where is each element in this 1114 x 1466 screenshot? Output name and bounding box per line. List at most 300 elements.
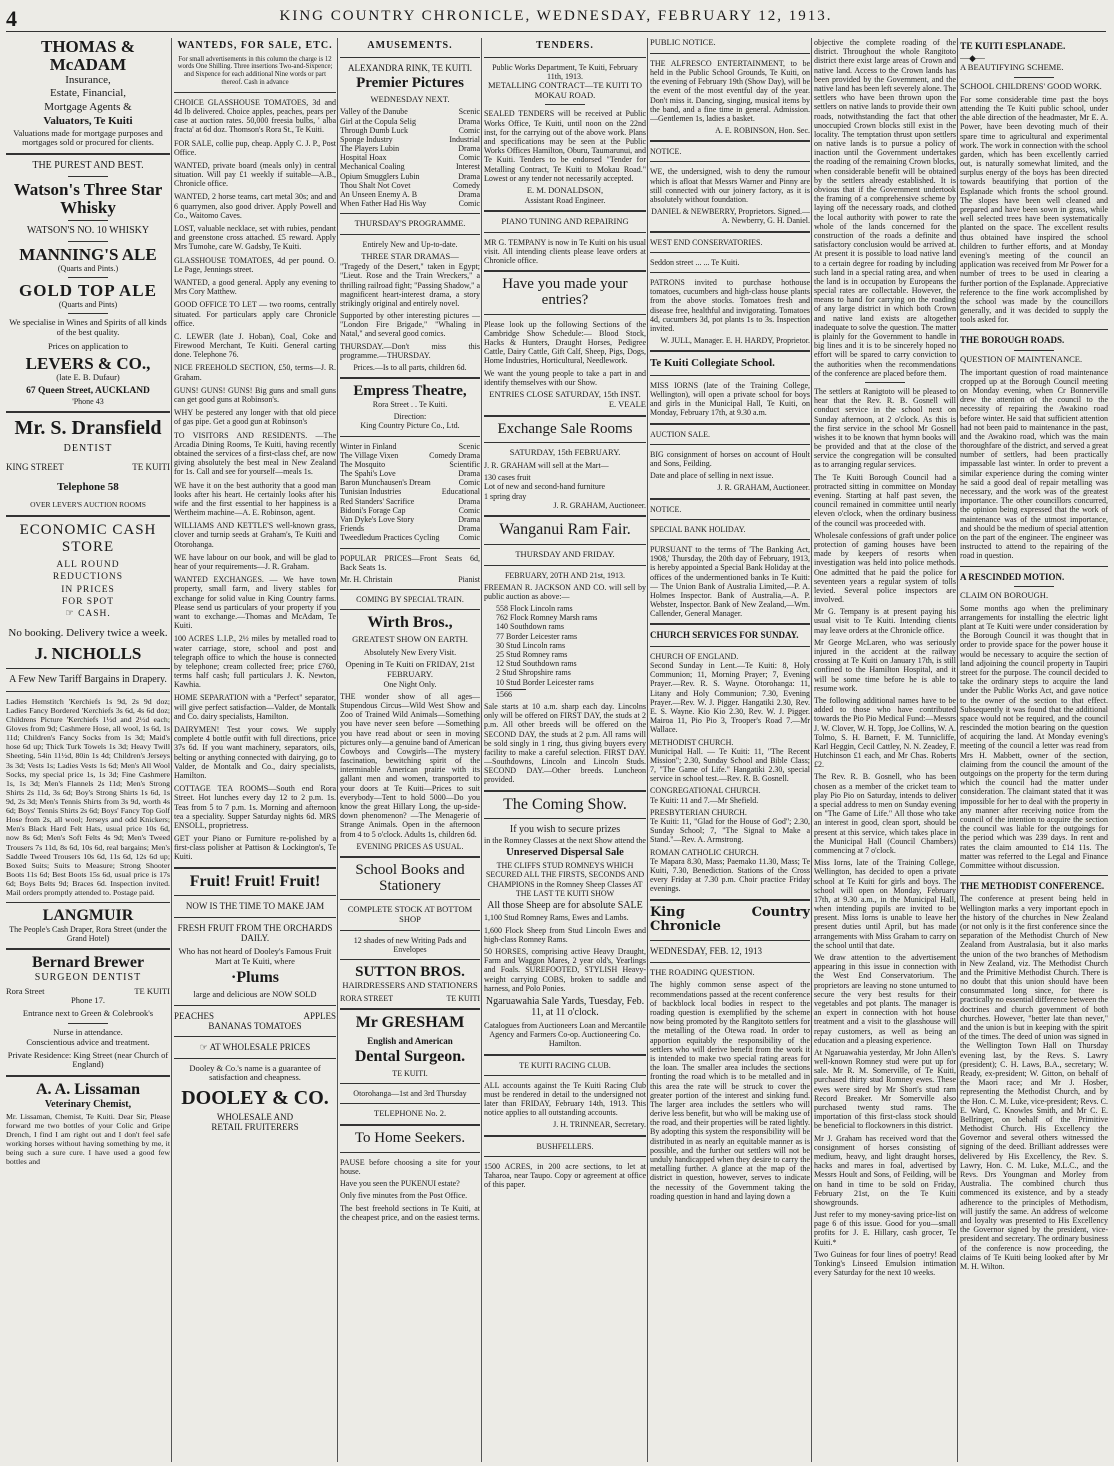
divider (174, 895, 336, 896)
piano-tuning: PIANO TUNING AND REPAIRING (501, 215, 629, 226)
classified-ad: GLASSHOUSE TOMATOES, 4d per pound. O. Le Page, Jennings street. (174, 255, 336, 274)
miss-iorns-notice: MISS IORNS (late of the Training College, Wellington), will open a private school for boys and girls in the Municipal Hall, Te Kuiti, on Monday, February 17th, at 9.30 a.m. (650, 380, 810, 418)
programme-row (340, 126, 480, 135)
ram-lot: 762 Flock Romney Marsh rams (496, 613, 598, 623)
plums-sold: large and delicious are NOW SOLD (193, 988, 317, 999)
divider (960, 566, 1108, 567)
column-divider (481, 38, 482, 1462)
classified-ad: HOME SEPARATION with a "Perfect" separator, will give perfect satisfaction—Valder, de Montalk and Co. dairy specialists, Hamilton. (174, 693, 336, 721)
daniel-newberry: DANIEL & NEWBERRY, Proprietors. Signed.—A. Newberry, G. H. Daniel. (651, 207, 810, 226)
divider (650, 231, 810, 233)
divider (340, 1008, 480, 1010)
classified-ad: GUNS! GUNS! GUNS! Big guns and small guns can get good guns at Robinson's. (174, 385, 336, 404)
programme-row (340, 107, 480, 116)
drapery-list: Ladies Hemstitch 'Kerchiefs 1s 9d, 2s 9d doz; Ladies Fancy Bordered 'Kerchiefs 3s 6d, 4s 6d doz; Childrens Picture 'Kerchiefs 1½d and 2½d each; Gloves from 9d; Cashmere Hose, all wool, 1s 6d, 1s 11d; Children's Fancy Socks from 1s 3d; Maid's hose 6d up; Thick Turk Towels 1s 3d; Heavy Twill Sheeting, 54in 11½d, 80in 1s 4d; Children's Jerseys 3s 3d; Vests 1s; Ladies Vests 1s 6d; Men's All Wool Socks, my special price 1s, 1s 3d; Fine Cashmere 1s, 1s 3d; Men's Flannels 2s 11d; Men's Strong Shirts 2s 11d, 3s 6d; Boy's Strong Shirts 1s 6d, 1s 9d, 2s 3d; Men's Tennis Shirts from 3s 9d, worth 4s 6d; Boys' Tennis Shirts 2s 6d; Boys' Fancy Top Golf Hose from 2s, all wool; Jerseys and odd Knickers; Men's Black Hard Felt Hats, usual price 10s 6d, now 8s 6d; Men's Soft Felts 4s 9d; Men's Tweed Trousers 7s 11d, 8s 6d, 10s 6d, real bargains; Men's Saddle Tweed Trousers 10s 6d, 11s 6d, 12s 6d up; Boxed Suits; Suits to Measure; Strong Shooter Boots 11s 6d; Best Boots 15s 6d, usual price is 17s 6d; Boys Belts 9d; Braces 6d. Inspection invited. Mail orders promptly attended to. Postage paid. (6, 696, 170, 898)
new-every-visit: Absolutely New Every Visit. (363, 647, 457, 657)
film-title: Hospital Hoax (340, 153, 387, 163)
wanganui-ram-fair-heading: Wanganui Ram Fair. (499, 520, 631, 538)
column-divider (171, 38, 172, 1462)
local-news-item: Just refer to my money-saving price-list on page 6 of this issue. Good for you—small profits for J. E. Hillary, cash grocer, Te Kuiti.* (814, 1210, 956, 1247)
absolute-sale: All those Sheep are for absolute SALE (487, 899, 643, 911)
nicholls-heading: J. NICHOLLS (34, 644, 142, 664)
local-news-item: Mr G. Tempany is at present paying his usual visit to Te Kuiti. Intending clients may leave orders at the Chronicle office. (814, 607, 956, 635)
graham-signature: J. R. GRAHAM, Auctioneer. (717, 483, 810, 493)
divider (484, 1135, 646, 1137)
evening-prices: EVENING PRICES AS USUAL. (356, 841, 464, 851)
programme-row (340, 190, 480, 199)
veterinary-chemist: Veterinary Chemist, (44, 1098, 132, 1110)
film-genre: Drama (458, 171, 480, 181)
divider (68, 220, 108, 221)
catholic-church: ROMAN CATHOLIC CHURCH. (650, 847, 759, 857)
classified-ad: LOST, valuable necklace, set with rubies, pendant and greenstone cross attached. £5 reward. Apply Mrs Tumohe, care W. Gadsby, Te Kuiti. (174, 224, 336, 252)
thomas-mcadam-heading: THOMAS & McADAM (41, 38, 135, 74)
sutton-bros-heading: SUTTON BROS. (355, 964, 465, 981)
rink-prices: Prices.—Is to all parts, children 6d. (353, 363, 467, 373)
ngaruawahia-sale: Ngaruawahia Sale Yards, Tuesday, Feb. 11, at 11 o'clock. (485, 995, 645, 1019)
greatest-show: GREATEST SHOW ON EARTH. (352, 634, 468, 645)
divider (6, 691, 170, 692)
local-news-item: At Ngaruawahia yesterday, Mr John Allen's well-known Romney stud were put up for sale. Mr R. M. Somerville, of Te Kuiti, purchased thirty stud Romney ewes. These ewes were sired by Mr Short's stud ram Record Breaker. Mr Somerville also purchased twenty stud rams. The importation of this first-class stock should be beneficial to flockowners in this district. (814, 1047, 956, 1131)
otorohanga-days: Otorohanga—1st and 3rd Thursday (353, 1089, 467, 1099)
ornament-icon: —◆— (960, 52, 985, 63)
page-number: 4 (6, 6, 17, 31)
divider (650, 444, 810, 445)
programme-row (340, 515, 480, 524)
programme-row (340, 162, 480, 171)
dooley-heading: DOOLEY & CO. (181, 1087, 329, 1110)
divider (484, 314, 646, 315)
cliffs-stud: THE CLIFFS STUD ROMNEYS WHICH SECURED ALL THE FIRSTS, SECONDS AND CHAMPIONS in the Romney Sheep Classes AT THE LAST TE KUITI SHOW (485, 861, 645, 898)
divider (340, 1152, 480, 1153)
film-genre: Drama (458, 496, 480, 506)
empress-theatre-heading: Empress Theatre, (353, 383, 467, 400)
film-genre: Comic (458, 199, 480, 209)
programme-row (340, 135, 480, 144)
classified-ad: WILLIAMS AND KETTLE'S well-known grass, clover and turnip seeds at Graham's, Te Kuiti and Otorohanga. (174, 521, 336, 549)
divider (68, 313, 108, 314)
metalling-contract: METALLING CONTRACT—TE KUITI TO MOKAU ROAD. (487, 79, 643, 100)
empress-programme (340, 442, 480, 543)
divider (650, 646, 810, 647)
film-title: Sponge Industry (340, 134, 393, 144)
classified-ad: COTTAGE TEA ROOMS—South end Rora Street. Hot lunches every day 12 to 2 p.m. 1s. Teas from 5 to 7 p.m. 1s. Morning and afternoon tea a speciality. Supper Saturday nights 6d. MRS ENSOLL, proprietress. (174, 784, 336, 830)
column-2 (174, 38, 336, 1462)
ram-lot: 2 Stud Shropshire rams (496, 668, 571, 678)
complete-stock: COMPLETE STOCK AT BOTTOM SHOP (347, 904, 473, 925)
film-genre: Drama (458, 515, 480, 525)
film-genre: Comic (458, 153, 480, 163)
divider (340, 1083, 480, 1084)
classified-ad: WANTED, 2 horse teams, cart metal 30s; and and 6 quarrymen, also good driver. Apply Powell and Co., Waitomo Caves. (174, 192, 336, 220)
column-5 (650, 38, 810, 1462)
divider (960, 875, 1108, 876)
divider (650, 350, 810, 352)
rams-list (484, 604, 646, 699)
local-news-item: The Te Kuiti Borough Council had a protracted sitting in committee on Monday evening. Starting at half past seven, the council remained in committee until nearly eleven o'clock, when the ordinary business of the council was proceeded with. (814, 472, 956, 528)
wines-specialise: We specialise in Wines and Spirits of all kinds of the best quality. (9, 316, 167, 337)
pukenui-estate: Have you seen the PUKENUI estate? (340, 1179, 460, 1189)
film-genre: Educational (441, 487, 480, 497)
purest-tagline: THE PUREST AND BEST. (32, 160, 144, 172)
divider (650, 498, 810, 500)
methodist-conference-article: The conference at present being held in Wellington marks a very important epoch in the history of the churches in New Zealand (or not only is it the first conference since the separation of the Methodist Church of New Zealand from Australasia, but it also marks the union of the two branches of Methodism in New Zealand, viz. The Methodist Church and the Primitive Methodist Church. There is no doubt that this union should have been consummated long since, for there is practically no essential difference between the doctrines and church government of both churches. However, "better late than never," and the union is but in keeping with the spirit of the times. The deed of union was signed in the Wellington Town Hall on Thursday evening last, by the Revs. S. Lawry (president); C. H. Laws, B.A., secretary; W. Ready, ex-president; W. Gitton, on behalf of the Maori race; and Mr J. Hosber, representing the Methodist Church, and by the Hon. C. M. Luke, vice-president; Revs. C. E. Ward, C. Knowles Smith, and Mr C. E. Bellringer, on behalf of the Primitive Methodist Church. His Excellency the Governor and several others witnessed the signing of the deed. Brilliant addresses were delivered by His Excellency, the Rev. S. Lawry, Hon. C. M. Luke, M.L.C., and the Revs. Drs Youngman and Morley from Australia. The combined church thus commenced its existence, and by a steady adherence to the principles of Methodism, will justify the same. An address of welcome and loyalty was presented to His Excellency the Governor signed by the president, vice-president and secretary. The ordinary business of the conference is now proceeding, the claims of Te Kuiti being looked after by Mr M. H. Wilton. (960, 894, 1108, 1271)
divider (6, 948, 170, 950)
donaldson-name: E. M. DONALDSON, (526, 184, 604, 195)
divider (650, 519, 810, 520)
divider (650, 252, 810, 253)
testimonial-letter: Mr. Lissaman, Chemist, Te Kuiti. Dear Sir, Please forward me two bottles of your Colic and Gripe Drench, I find I am right out and I don't feel safe working horses without having something by me, it being such a sure cure. I have used a good few bottles and (6, 1112, 170, 1167)
valuations-note: Valuations made for mortgage purposes and mortgages sold or procured for clients. (13, 127, 163, 148)
film-title: Opium Smugglers Lubin (340, 171, 420, 181)
divider (68, 176, 108, 177)
film-title: Tunisian Industries (340, 487, 402, 497)
divider (484, 1075, 646, 1076)
film-genre: Scientific (449, 459, 480, 469)
rescinded-article: Some months ago when the preliminary arrangements for installing the electric light plant at Te Kuiti were under consideration by the Borough Council it was thought that in order to provide space for the power house it would be necessary to acquire the section of land adjoining the council property in Taupiri street for the purpose. The council decided to take the ordinary steps to acquire the land under the Public Works Act, and gave notice to the owner of the section to that effect. Subsequently it was found that the additional space would not be required, and the council rescinded the motion bearing on the question of acquiring the land. At Monday evening's meeting of the council a letter was read from Mrs H. Mabbett, owner of the section, claiming from the council the amount of the outgoings on the property for the term during which the council had the matter under consideration. The claimant stated that it was impossible for her to deal with the property in any manner after receiving notice from the council of the intention to acquire the section the council was liable for the outgoings for the period which was 239 days. In rent and rates the claim amounted to £14 11s. The matter was referred to the Legal and Finance Committee without discussion. (960, 603, 1108, 870)
street-label: KING STREET (6, 462, 64, 473)
brewer-phone: Phone 17. (71, 995, 105, 1006)
gresham-heading: Mr GRESHAM (355, 1014, 465, 1032)
presbyterian-church: PRESBYTERIAN CHURCH. (650, 807, 747, 817)
film-genre: Comedy Drama (429, 450, 480, 460)
opening-date: Opening in Te Kuiti on FRIDAY, 21st FEBRUARY. (345, 659, 475, 679)
gresham-telephone: TELEPHONE No. 2. (373, 1108, 447, 1119)
bushfellers-acres: 1500 ACRES, in 200 acre sections, to let at Taharoa, near Taupo. Copy or agreement at office of this paper. (484, 1161, 646, 1190)
english-american: English and American (367, 1035, 453, 1046)
programme-row (340, 469, 480, 478)
film-genre: Drama (458, 190, 480, 200)
divider (340, 856, 480, 858)
divider (650, 539, 810, 540)
divider (340, 234, 480, 235)
home-seekers-heading: To Home Seekers. (354, 1130, 466, 1147)
dentist-label: DENTIST (63, 442, 113, 454)
claim-subheading: CLAIM ON BOROUGH. (960, 589, 1049, 600)
divider (174, 1005, 336, 1006)
reductions-line: ALL ROUND (56, 560, 120, 571)
divider (484, 442, 646, 443)
sutton-address (340, 994, 480, 1003)
watsons-no10: WATSON'S NO. 10 WHISKY (26, 225, 150, 237)
roading-editorial: The highly common sense aspect of the recommendations passed at the recent conference of backblock local bodies in respect to the roading question is exemplified by the scheme now being promoted by the Rangitoto settlers for the metalling of the Otewa road. In order to apportion equitably the responsibility of the settlers who will derive benefit from the work it is intended to make two special rating areas for the loan. The smaller area includes the sections fronting the road which is to be metalled and in this area the rate will be struck to cover the greater portion of the interest and sinking fund. The larger area includes the settlers who will derive less benefit, but who will be making use of the road, and their properties will be rated lightly. By adopting this system the responsibility will be distributed in as nearly an equitable manner as is possible, and the further out settlers will not be unduly handicapped when they desire to carry the metalling further. A glance at the map of the district in question, however, serves to indicate the necessity of the Government taking the roading question in hand and laying down a (650, 980, 810, 1201)
tempany-notice: MR G. TEMPANY is now in Te Kuiti on his usual visit. All intending clients please leave orders at Chronicle office. (484, 237, 646, 265)
divider (68, 277, 108, 278)
catholic-services: Te Mapara 8.30, Mass; Paemako 11.30, Mass; Te Kuiti, 7.30, Benediction. Stations of the Cross every Friday at 7.30 p.m. Choir practice Friday evenings. (650, 856, 810, 894)
service-line: Insurance, (65, 73, 111, 86)
freeman-jackson: FREEMAN R. JACKSON AND CO. will sell by public auction as above:— (484, 582, 646, 601)
film-title: When Father Had His Way (340, 199, 427, 209)
mart-item: Lot of new and second-hand furniture (484, 482, 606, 492)
programme-row (340, 153, 480, 162)
show-schedule: Please look up the following Sections of the Cambridge Show Schedule:— Blood Stock, Hacks & Hunters, Draught Horses, Pedigree Cattle, Dairy Cattle, Gift Calf, Sheep, Pigs, Dogs, Home Industries, Horticultural, Needlework. (484, 319, 646, 366)
collegiate-heading: Te Kuiti Collegiate School. (650, 357, 775, 370)
saturday-date: SATURDAY, 15th FEBRUARY. (509, 447, 621, 458)
programme-row (340, 506, 480, 515)
film-genre: Drama (458, 116, 480, 126)
entries-close: ENTRIES CLOSE SATURDAY, 15th INST. (489, 389, 641, 399)
reductions-list (6, 559, 170, 621)
brewer-heading: Bernard Brewer (31, 954, 145, 972)
ram-lot: 12 Stud Southdown rams (496, 659, 577, 669)
local-news-item: Mr George McLaren, who was seriously injured in the accident at the railway crossing at Te Kuiti on January 17th, is still confined to the Hamilton Hospital, and it will be some time before he is able to resume work. (814, 637, 956, 693)
divider (340, 589, 480, 590)
dramas-description: "Tragedy of the Desert," taken in Egypt; "Lieut. Rose and the Train Wreckers," a thrilling railroad fight; "Passing Shadow," a magnificent heart-interest drama, a story strikingly original and entirely novel. (340, 262, 480, 308)
fresh-fruit: FRESH FRUIT FROM THE ORCHARDS DAILY. (177, 922, 333, 944)
divider (6, 668, 170, 669)
alfresco-notice: THE ALFRESCO ENTERTAINMENT, to be held in the Public School Grounds, Te Kuiti, on the evening of February 19th (Show Day), will be the event of the most eventful day of the year. Don't miss it. Dancing, singing, musical items by the band, and a fine time in general. Admission.—Gentlemen 1s, ladies a basket. (650, 58, 810, 123)
town-label: TE KUITI (132, 462, 170, 473)
supported-pictures: Supported by other interesting pictures — "London Fire Brigade," "Whaling in Natal," and several good comics. (340, 311, 480, 339)
newspaper-title: KING COUNTRY CHRONICLE, WEDNESDAY, FEBRUARY 12, 1913. (279, 8, 833, 24)
congregational-services: Te Kuiti: 11 and 7.—Mr Shefield. (650, 795, 759, 805)
local-news-item: Mr J. Graham has received word that the consignment of horses consisting of medium, heavy, and light draught horses, hacks and mares in foal, advertised by Messrs Hoult and Sons, of Feilding, will be on hand in time to be sold on Friday, February 21st, on the Te Kuiti showgrounds. (814, 1133, 956, 1207)
service-line: Estate, Financial, (49, 87, 127, 100)
film-genre: Drama (458, 469, 480, 479)
pw-office: Public Works Department, Te Kuiti, February 11th, 1913. (492, 62, 638, 81)
film-genre: Comedy (452, 180, 480, 190)
beautifying-subheading: A BEAUTIFYING SCHEME. (960, 62, 1064, 73)
picture-company: King Country Picture Co., Ltd. (360, 421, 460, 431)
reductions-line: IN PRICES (61, 584, 115, 595)
racing-accounts: ALL accounts against the Te Kuiti Racing Club must be rendered in detail to the undersigned not later than FRIDAY, February 14th, 1913. This notice applies to all outstanding accounts. (484, 1080, 646, 1118)
borough-roads-heading: THE BOROUGH ROADS. (960, 335, 1065, 346)
programme-row (340, 144, 480, 153)
reductions-line: FOR SPOT (61, 597, 115, 608)
alexandra-rink: ALEXANDRA RINK, TE KUITI. (347, 62, 473, 73)
horses-lot: 50 HORSES, comprising active Heavy Draught, Farm and Waggon Mares, 2 year old's, Yearlings and Foals. SUREFOOTED, STYLISH Heavy-weight carrying COBS, broken to saddle and harness, and Polo Ponies. (484, 947, 646, 993)
dransfield-heading: Mr. S. Dransfield (14, 416, 162, 439)
stud-romney: 1,100 Stud Romney Rams, Ewes and Lambs. (484, 913, 629, 923)
langmuir-sub: The People's Cash Draper, Rora Street (under the Grand Hotel) (9, 925, 167, 944)
langmuir-heading: LANGMUIR (42, 907, 134, 925)
column-1 (6, 38, 170, 1462)
wholesale-prices: ☞ AT WHOLESALE PRICES (199, 1042, 311, 1053)
classified-ad: FOR SALE, collie pup, cheap. Apply C. J. P., Post Office. (174, 138, 336, 157)
esplanade-article: For some considerable time past the boys attending the Te Kuiti public school, under the able direction of the headmaster, Mr E. A. Power, have been devoting much of their spare time to agricultural and experimental work. The work in connection with the school garden, which has been excellently carried out, is naturally somewhat limited, and the surplus energy of the boys has been directed towards beautifying that portion of the Esplanade which fronts the school ground. The slopes have been well cleaned and prepared and have been sown in grass, while well selected trees have been systematically planted on the space. The excellent results thus obtained have inspired the school children to further efforts, and at Monday evening's meeting of the council an application was received from Mr Power for a number of trees to be used in clearing a further portion of the Esplanade. Appreciative reference to the fine work accomplished by the school was made by the councillors generally, and it was decided to supply the tools asked for. (960, 94, 1108, 325)
special-train: COMING BY SPECIAL TRAIN. (356, 595, 464, 605)
film-genre: Scenic (458, 107, 480, 117)
local-news-item: The following additional names have to be added to those who have contributed towards the Pio Pio Medical Fund:—Messrs J. W. Clover, W. H. Topp, Joe Collins, W. A. Tolmo, S. H. Barnett, F. M. Tunnicliffe, Karl Heggin, Cecil Cattley, N. N. Zeadey, F. Hutchinson £1 each, and Mr Chas. Roberts £2. (814, 695, 956, 770)
public-notice-heading: PUBLIC NOTICE. (650, 38, 716, 47)
retail-fruiterers: RETAIL FRUITERERS (211, 1122, 299, 1133)
divider (484, 1156, 646, 1157)
film-title: Thou Shalt Not Covet (340, 180, 411, 190)
classified-ad: WHY be pestered any longer with that old piece of gas pipe. Get a good gun at Robinson's (174, 408, 336, 427)
dooley-guarantee: Dooley & Co.'s name is a guarantee of satisfaction and cheapness. (189, 1062, 321, 1083)
school-children-subheading: SCHOOL CHILDRENS' GOOD WORK. (960, 81, 1102, 92)
tariff-bargains: A Few New Tariff Bargains in Drapery. (9, 674, 167, 686)
divider (174, 92, 336, 93)
divider (484, 790, 646, 792)
divider (484, 818, 646, 819)
conservatories-heading: WEST END CONSERVATORIES. (650, 237, 763, 247)
one-night-only: One Night Only. (383, 679, 437, 689)
roading-question-heading: THE ROADING QUESTION. (650, 966, 755, 977)
divider (484, 232, 646, 233)
fruit-heading: Fruit! Fruit! Fruit! (189, 872, 321, 890)
divider (1014, 77, 1054, 78)
entries-heading: Have you made your entries? (502, 276, 628, 308)
ram-lot: 25 Stud Romney rams (496, 650, 568, 660)
chronicle-nameplate: King Country Chronicle (650, 904, 810, 935)
divider (174, 867, 336, 869)
town-label: TE KUITI (134, 985, 170, 996)
methodist-services: Municipal Hall. — Te Kuiti: 11, "The Recent Mission"; 2.30, Sunday School and Bible Class; 7, "The Game of Life." Hangatiki 2.30, special service in school test.—Rev. R. B. Gosnell. (650, 746, 810, 784)
classified-ad: GOOD OFFICE TO LET — two rooms, centrally situated. For particulars apply care Chronicle office. (174, 300, 336, 328)
divider (545, 104, 585, 105)
levers-address: 67 Queen Street, AUCKLAND (26, 385, 150, 396)
thomas-mcadam-services (6, 74, 170, 129)
divider (650, 899, 810, 901)
divider (650, 53, 810, 54)
bushfellers: BUSHFELLERS. (536, 1141, 594, 1151)
film-title: An Unseen Enemy A. B (340, 190, 418, 200)
divider (340, 930, 480, 931)
brewer-entrance: Entrance next to Green & Colebrook's (22, 1008, 154, 1019)
robinson-signature: A. E. ROBINSON, Hon. Sec. (715, 126, 810, 136)
pianist-label: Pianist (458, 574, 480, 584)
apples-label: APPLES (303, 1010, 336, 1021)
premier-pictures-heading: Premier Pictures (356, 74, 464, 91)
exchange-sale-heading: Exchange Sale Rooms (497, 420, 633, 437)
divider (484, 415, 646, 417)
film-title: Valley of the Danube (340, 107, 408, 117)
divider (340, 548, 480, 549)
divider (484, 565, 646, 566)
notice-heading: NOTICE. (650, 504, 682, 514)
divider (340, 213, 480, 214)
town-label: TE KUITI (446, 993, 480, 1003)
wednesday-next: WEDNESDAY NEXT. (370, 93, 450, 104)
coe-services: Second Sunday in Lent.—Te Kuiti: 8, Holy Communion; 11, Morning Prayer; 7, Evening Prayer.—Rev. R. S. Wayne. Otorohanga: 11, Litany and Holy Communion; 7.30, Evening Prayer.—Rev. W. J. Pigger. Hangatiki 2.30, Rev. E. S. Wayne. Kio Kio 2.30, Rev. W. J. Pigger. Mairoa 11, Pio Pio 3, Trooper's Road 7.—Mr Wallace. (650, 661, 810, 735)
maintenance-subheading: QUESTION OF MAINTENANCE. (960, 353, 1083, 364)
divider (865, 382, 905, 383)
sale-details: Sale starts at 10 a.m. sharp each day. Lincolns only will be offered on FIRST DAY, the studs at 2 p.m. All other breeds will be offered on the SECOND DAY, the studs at 2 p.m. All rams will be sold singly in 1 ring, thus giving buyers every facility to make a careful selection. FIRST DAY.—Southdowns, Lincoln and Lincoln Studs. SECOND DAY.—Other breeds. Luncheon provided. (484, 701, 646, 785)
watsons-whisky-heading: Watson's Three Star Whisky (13, 179, 163, 217)
film-title: Through Dumb Luck (340, 125, 408, 135)
nurse-attendance: Nurse in attendance. (53, 1026, 123, 1037)
divider (6, 902, 170, 903)
bananas-tomatoes: BANANAS TOMATOES (208, 1020, 302, 1031)
thursday-programme: THURSDAY'S PROGRAMME. (354, 218, 466, 229)
hardy-signature: W. JULL, Manager. E. H. HARDY, Proprietor. (660, 336, 810, 346)
film-title: Van Dyke's Love Story (340, 515, 415, 525)
local-news-item: Wholesale confessions of graft under police protection of gaming houses have been made by keepers of resorts when investigation was held into police methods. One admitted that he paid the police for seventeen years a regular system of tolls levied. Several police inspectors are involved. (814, 530, 956, 605)
gold-top-sub: (Quarts and Pints) (58, 299, 118, 309)
methodist-church: METHODIST CHURCH. (650, 737, 734, 747)
peaches-apples (174, 1011, 336, 1021)
esplanade-heading: TE KUITI ESPLANADE. (960, 42, 1066, 52)
no-booking: No booking. Delivery twice a week. (8, 626, 168, 639)
classified-ad: NICE FREEHOLD SECTION, £50, terms—J. R. Graham. (174, 363, 336, 382)
divider (340, 899, 480, 900)
divider (340, 377, 480, 379)
methodist-conference-heading: THE METHODIST CONFERENCE. (960, 881, 1105, 892)
sealed-tenders: SEALED TENDERS will be received at Public Works Office, Te Kuiti, until noon on the 22nd inst, for the carrying out of the above work. Plans and specifications may be seen at the Public Works Offices Hamilton, Oburu, Taumarunui, and Te Kuiti. Tenders to be endorsed "Tender for Metalling Contract, Te Kuiti to Mokau Road." Lowest or any tender not necessarily accepted. (484, 109, 646, 183)
flock-sheep: 1,600 Flock Sheep from Stud Lincoln Ewes and high-class Romney Rams. (484, 925, 646, 944)
film-title: Winter in Finland (340, 441, 397, 451)
ram-lot: 140 Southdown rams (496, 622, 564, 632)
programme-row (340, 451, 480, 460)
lissaman-heading: A. A. Lissaman (35, 1081, 141, 1099)
borough-roads-article: The important question of road maintenance cropped up at the Borough Council meeting on Monday evening, when Cr Bonnerville drew the attention of the council to the necessity of repairing the Awakino road before winter. He said that sufficient attention had not been paid to maintenance in the past, and the Awakino road, which was the main thoroughfare of the district, and served a great number of settlers, had been practically impassable last winter. In order to prevent a similar experience during the coming winter he said a good deal of repair metalling was necessary, and the work was of the greatest importance. The other councillors concurred, the opinion being expressed that the work of maintenance was of the utmost importance, and should be the medium of special attention on the part of the engineer. The engineer was instructed to attend to the repairing of the road in question. (960, 367, 1108, 561)
divider (6, 153, 170, 155)
catalogues: Catalogues from Auctioneers Loan and Mercantile Agency and Farmers Co-op. Auctioneering Co. Hamilton. (484, 1020, 646, 1049)
divider (6, 1075, 170, 1077)
film-title: Baron Munchausen's Dream (340, 478, 431, 488)
date-place: Date and place of selling in next issue. (650, 471, 774, 481)
film-title: Bidoni's Forage Cap (340, 505, 406, 515)
divider (484, 57, 646, 58)
graham-auctioneer: J. R. GRAHAM, Auctioneer. (553, 500, 646, 510)
school-books-heading: School Books and Stationery (355, 861, 465, 894)
divider (68, 1023, 108, 1024)
levers-heading: LEVERS & CO., (25, 354, 151, 374)
ram-lot: 30 Stud Lincoln rams (496, 640, 566, 650)
divider (1014, 350, 1054, 351)
classified-ad: TO VISITORS AND RESIDENTS. —The Arcadia Dining Rooms, Te Kuiti, having recently obtained the services of a first-class chef, are now giving absolutely the best meal in New Zealand for 1s. Call and see for yourself—meals 1s. (174, 430, 336, 477)
divider (650, 140, 810, 142)
classified-ad: DAIRYMEN! Test your cows. We supply complete 4 bottle outfit with full directions, price 37s 6d. If you want machinery, separators, oils, belting or anything connected with dairying, go to Valder, de Montalk and Co., dairy specialists, Hamilton. (174, 725, 336, 780)
auction-heading: AUCTION SALE. (650, 429, 710, 439)
prices-application: Prices on application to (47, 340, 129, 351)
divider (340, 436, 480, 437)
bank-holiday: SPECIAL BANK HOLIDAY. (650, 524, 746, 534)
column-3 (340, 38, 480, 1462)
mart-item: 1 spring dray (484, 491, 527, 501)
joinery-denial: WE, the undersigned, wish to deny the rumour which is afloat that Messrs Warner and Pinny are still connected with our joinery factory, as it is absolutely without foundation. (650, 167, 810, 205)
film-genre: Comic (458, 478, 480, 488)
pianist-line (340, 575, 480, 584)
hairdressers: HAIRDRESSERS AND STATIONERS (342, 980, 478, 991)
film-genre: Comic (458, 125, 480, 135)
film-genre: Drama (458, 144, 480, 154)
film-title: The Players Lubin (340, 144, 400, 154)
mannings-sub: (Quarts and Pints.) (57, 263, 119, 273)
divider (960, 329, 1108, 330)
wholesale-and: WHOLESALE AND (216, 1112, 294, 1123)
programme-row (340, 199, 480, 208)
gold-top-ale-heading: GOLD TOP ALE (19, 280, 157, 300)
service-line: Valuators, Te Kuiti (43, 114, 133, 127)
seddon-street: Seddon street ... ... Te Kuiti. (650, 257, 740, 267)
classified-ad: C. LEWER (late J. Hoban), Coal, Coke and Firewood Merchant, Te Kuiti. General carting done. Telephone 76. (174, 331, 336, 360)
over-levers: OVER LEVER'S AUCTION ROOMS (30, 500, 146, 510)
levers-phone: 'Phone 43 (72, 396, 104, 406)
film-genre: Industrial (449, 134, 480, 144)
divider (174, 1036, 336, 1037)
levers-sub: (late E. B. Dufaur) (56, 372, 120, 383)
only-five-minutes: Only five minutes from the Post Office. (340, 1191, 468, 1201)
rams-total: 1566 (496, 689, 512, 699)
church-of-england: CHURCH OF ENGLAND. (650, 651, 739, 661)
local-news-item: We draw attention to the advertisement appearing in this issue in connection with the West End Conservatorium. The proprietors are leaving no stone unturned to secure the very best results for their vegetables and pot plants. The manager is an expert in connection with hot house treatment and a visit to the glasshouse will repay customers, as well as being an education and a pleasing experience. (814, 953, 956, 1045)
tomatoes-notice: PATRONS invited to purchase hothouse tomatoes, cucumbers and high-class house plants from the above stocks. Tomatoes fresh and disease free, healthful and invigorating. Tomatoes 4d, cucumbers 3d, pot plants 1s to 3s. Inspection invited. (650, 277, 810, 333)
economic-cash-store-heading: ECONOMIC CASH STORE (19, 522, 157, 555)
classified-ad: WANTED, a good general. Apply any evening to Mrs Cory Matthew. (174, 277, 336, 297)
pause-before: PAUSE before choosing a site for your house. (340, 1157, 480, 1177)
premier-programme (340, 107, 480, 208)
divider (650, 272, 810, 273)
divider (6, 515, 170, 517)
film-title: The Mosquito (340, 459, 386, 469)
film-title: Tweedledum Practices Cycling (340, 533, 440, 543)
ram-lot: 558 Flock Lincoln rams (496, 604, 573, 614)
divider (650, 161, 810, 162)
writing-pads: 12 shades of new Writing Pads and Envelopes (353, 936, 467, 955)
reductions-line: REDUCTIONS (52, 572, 124, 583)
